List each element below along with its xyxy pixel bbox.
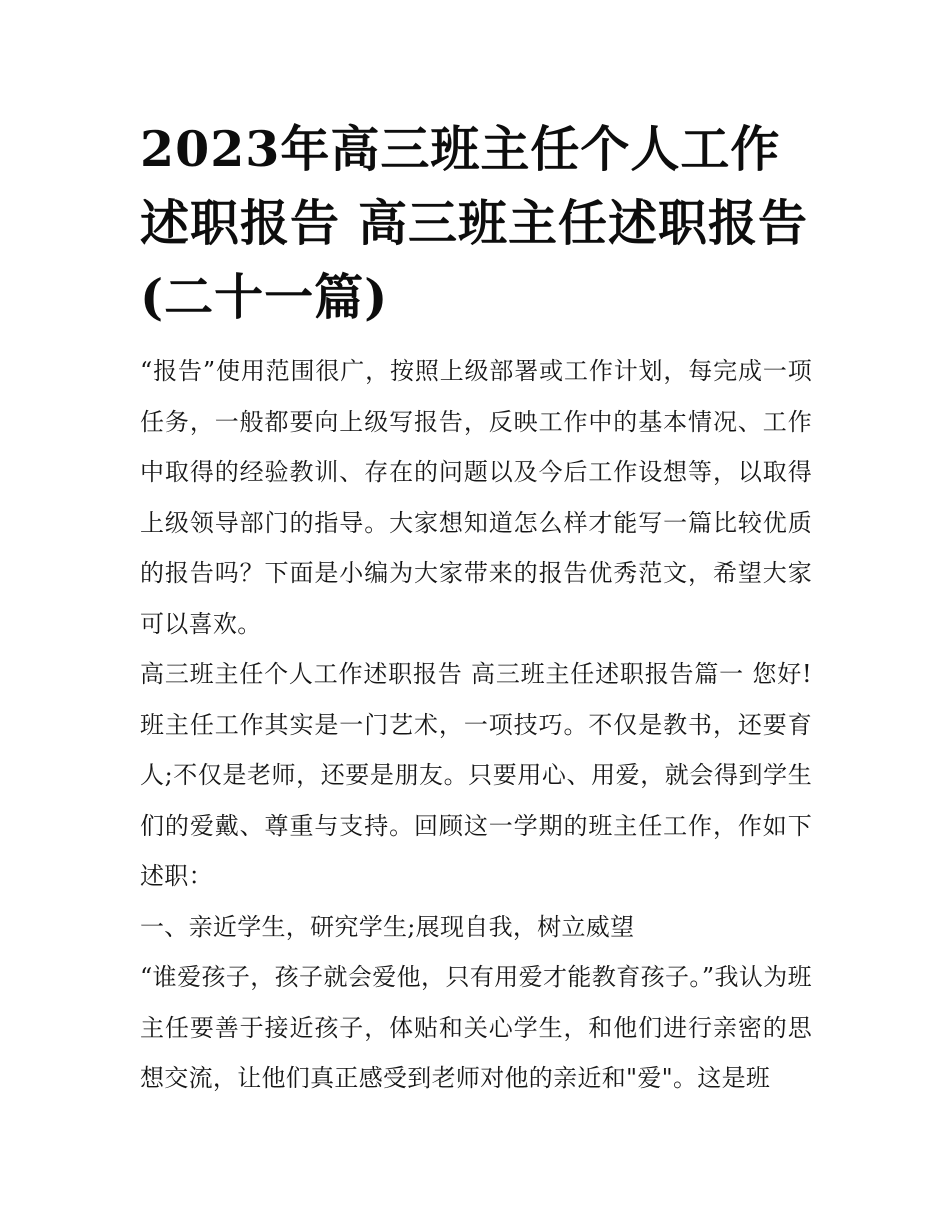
quote-paragraph: “谁爱孩子，孩子就会爱他，只有用爱才能教育孩子。”我认为班主任要善于接近孩子，体贴和关心学生，和他们进行亲密的思想交流，让他们真正感受到老师对他的亲近和"爱"。这是班 xyxy=(140,963,812,1092)
intro-paragraph: “报告”使用范围很广，按照上级部署或工作计划，每完成一项任务，一般都要向上级写报告，反映工作中的基本情况、工作中取得的经验教训、存在的问题以及今后工作设想等，以取得上级领导部门的指导。大家想知道怎么样才能写一篇比较优质的报告吗？下面是小编为大家带来的报告优秀范文，希望大家可以喜欢。 xyxy=(140,357,812,638)
document-body xyxy=(140,346,812,1104)
document-title: 2023年高三班主任个人工作述职报告 高三班主任述职报告(二十一篇) xyxy=(140,120,809,326)
section-one-paragraph: 高三班主任个人工作述职报告 高三班主任述职报告篇一 您好!班主任工作其实是一门艺术，一项技巧。不仅是教书，还要育人;不仅是老师，还要是朋友。只要用心、用爱，就会得到学生们的爱戴、尊重与支持。回顾这一学期的班主任工作，作如下述职： xyxy=(140,660,812,890)
document-page xyxy=(140,112,812,1104)
subheading-one: 一、亲近学生，研究学生;展现自我，树立威望 xyxy=(140,912,635,941)
